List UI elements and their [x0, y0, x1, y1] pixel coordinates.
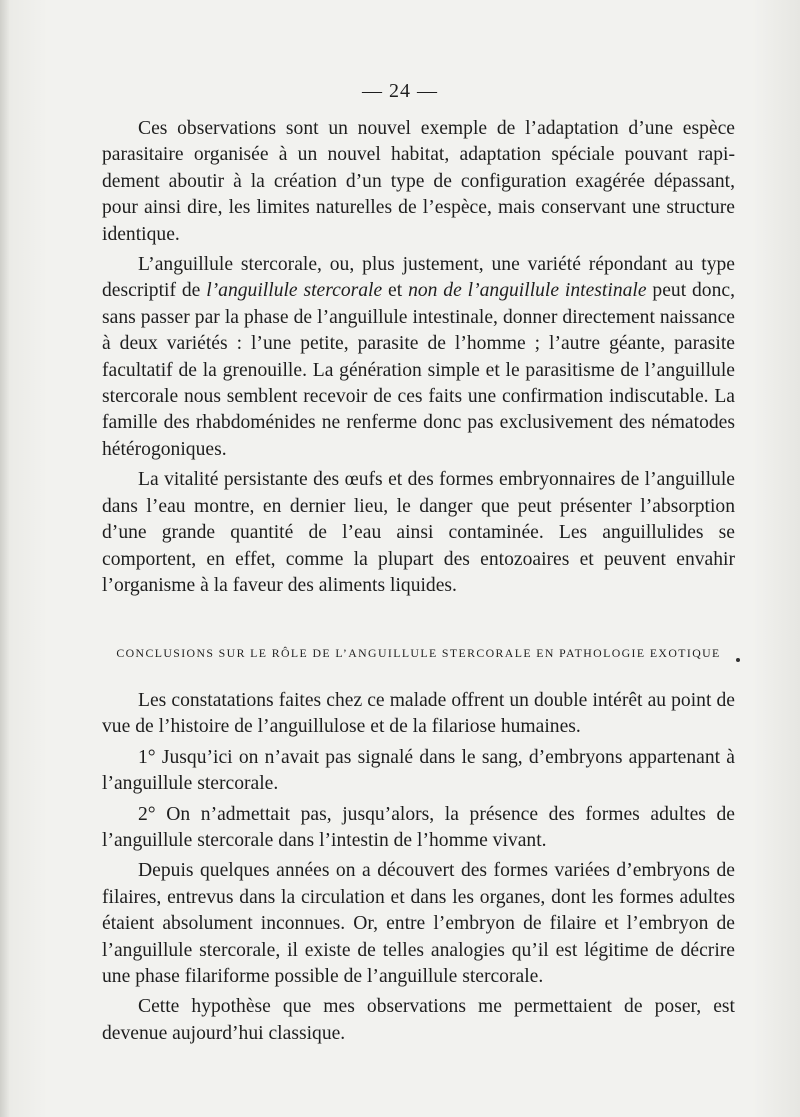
paragraph-text: L’anguillule stercorale, ou, plus justement, une variété répondant au type descriptif de: [102, 254, 735, 302]
paragraph-constatations: Les constatations faites chez ce malade offrent un double intérêt au point de vue de l’histoire de l’anguillulose et de la filariose humaines.: [102, 690, 735, 738]
italic-term: non de l’anguillule intestinale: [408, 280, 647, 302]
section-heading: CONCLUSIONS SUR LE RÔLE DE L’ANGUILLULE STERCORALE EN PATHOLOGIE EXOTIQUE: [116, 646, 721, 660]
paragraph-text: et: [382, 280, 409, 302]
margin-dot: [736, 658, 740, 662]
paragraph-adaptation: Ces observations sont un nouvel exemple de l’adaptation d’une espèce parasitaire organisée à un nouvel habitat, adaptation spéciale pouvant rapidement aboutir à la création d’un type de configuration exagérée dépassant, pour ainsi dire, les limites naturelles de l’espèce, mais conservant une structure identique.: [102, 118, 735, 245]
paragraph-point-1: 1° Jusqu’ici on n’avait pas signalé dans le sang, d’embryons appartenant à l’anguillule stercorale.: [102, 746, 735, 795]
page-number: — 24 —: [362, 80, 438, 102]
body-text-bottom: [102, 688, 735, 1047]
paragraph-hypothese: Cette hypothèse que mes observations me permettaient de poser, est devenue aujourd’hui classique.: [102, 996, 735, 1044]
paragraph-text: peut donc, sans passer par la phase de l’anguillule intestinale, donner directement naissance à deux variétés : l’une petite, parasite de l’homme ; l’autre géante, parasite facultatif de la grenouille. La génération simple et le parasitisme de l’anguillule stercorale nous semblent recevoir de ces faits une confirmation indiscutable. La famille des rhabdoménides ne renferme donc pas exclusivement des nématodes hétérogoniques.: [102, 280, 735, 460]
italic-term: l’anguillule stercorale: [206, 280, 383, 302]
body-text-top: [102, 116, 735, 599]
paragraph-anguillule-stercorale: [102, 252, 735, 463]
paragraph-vitalite: La vitalité persistante des œufs et des formes embryonnaires de l’anguillule dans l’eau montre, en dernier lieu, le danger que peut présenter l’absorption d’une grande quantité de l’eau ainsi contaminée. Les anguillulides se comportent, en effet, comme la plupart des entozoaires et peuvent envahir l’organisme à la faveur des aliments liquides.: [102, 469, 735, 596]
page-edge-shadow: [0, 0, 10, 1117]
paragraph-point-2: 2° On n’admettait pas, jusqu’alors, la présence des formes adultes de l’anguillule stercorale dans l’intestin de l’homme vivant.: [102, 803, 735, 852]
paragraph-filaires: Depuis quelques années on a découvert des formes variées d’embryons de filaires, entrevus dans la circulation et dans les organes, dont les formes adultes étaient absolument inconnues. Or, entre l’embryon de filaire et l’embryon de l’anguillule stercorale, il existe de telles analogies qu’il est légitime de décrire une phase filariforme possible de l’anguillule stercorale.: [102, 860, 735, 988]
